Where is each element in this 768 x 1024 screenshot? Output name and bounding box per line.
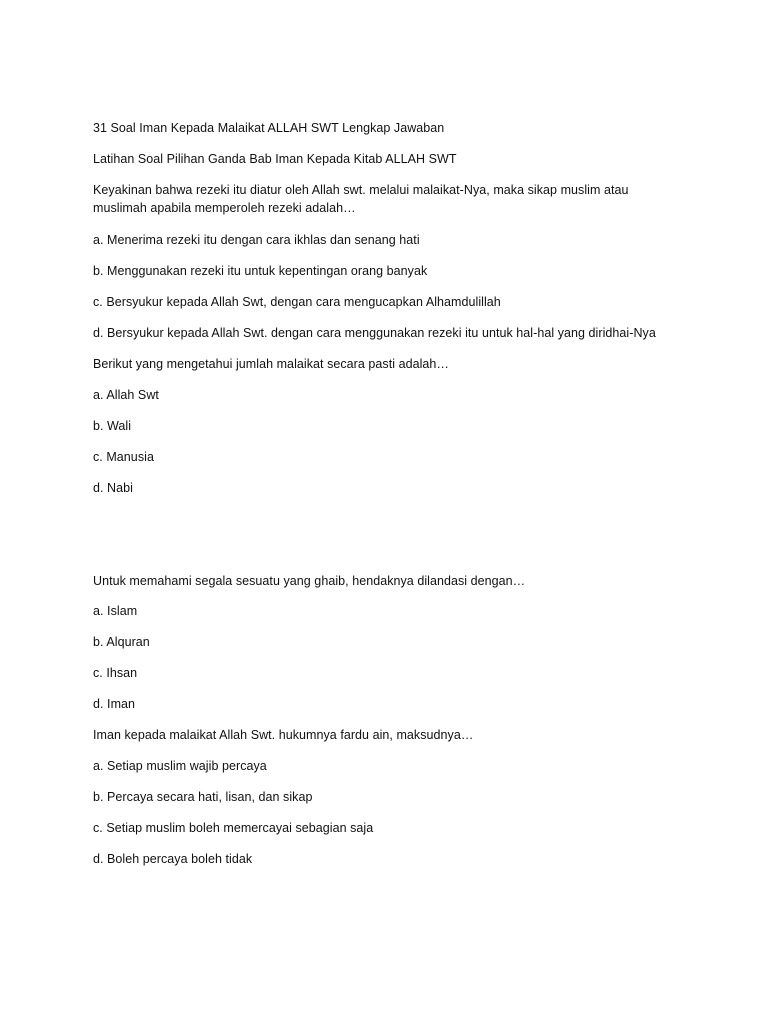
question-1-option-d: d. Bersyukur kepada Allah Swt. dengan cara menggunakan rezeki itu untuk hal-hal yang diridhai-Nya <box>93 326 656 340</box>
question-3-option-c: c. Ihsan <box>93 666 138 680</box>
question-4-option-d: d. Boleh percaya boleh tidak <box>93 852 253 866</box>
question-4-text: Iman kepada malaikat Allah Swt. hukumnya fardu ain, maksudnya… <box>93 728 474 742</box>
question-4-option-b: b. Percaya secara hati, lisan, dan sikap <box>93 790 313 804</box>
question-1-option-a: a. Menerima rezeki itu dengan cara ikhlas dan senang hati <box>93 233 420 247</box>
question-4-option-c: c. Setiap muslim boleh memercayai sebagian saja <box>93 821 374 835</box>
question-2-text: Berikut yang mengetahui jumlah malaikat secara pasti adalah… <box>93 357 449 371</box>
question-3-text: Untuk memahami segala sesuatu yang ghaib, hendaknya dilandasi dengan… <box>93 574 526 588</box>
question-3-option-d: d. Iman <box>93 697 136 711</box>
document-title: 31 Soal Iman Kepada Malaikat ALLAH SWT Lengkap Jawaban <box>93 121 445 135</box>
question-4-option-a: a. Setiap muslim wajib percaya <box>93 759 267 773</box>
question-2-option-b: b. Wali <box>93 419 132 433</box>
question-2-option-c: c. Manusia <box>93 450 154 464</box>
question-2-option-a: a. Allah Swt <box>93 388 159 402</box>
document-subtitle: Latihan Soal Pilihan Ganda Bab Iman Kepada Kitab ALLAH SWT <box>93 152 457 166</box>
question-1-option-c: c. Bersyukur kepada Allah Swt, dengan cara mengucapkan Alhamdulillah <box>93 295 501 309</box>
question-2-option-d: d. Nabi <box>93 481 133 495</box>
question-3-option-a: a. Islam <box>93 604 138 618</box>
question-1-text: Keyakinan bahwa rezeki itu diatur oleh Allah swt. melalui malaikat-Nya, maka sikap muslim atau muslimah apabila memperoleh rezeki adalah… <box>93 183 629 215</box>
question-1-option-b: b. Menggunakan rezeki itu untuk kepentingan orang banyak <box>93 264 428 278</box>
question-3-option-b: b. Alquran <box>93 635 150 649</box>
